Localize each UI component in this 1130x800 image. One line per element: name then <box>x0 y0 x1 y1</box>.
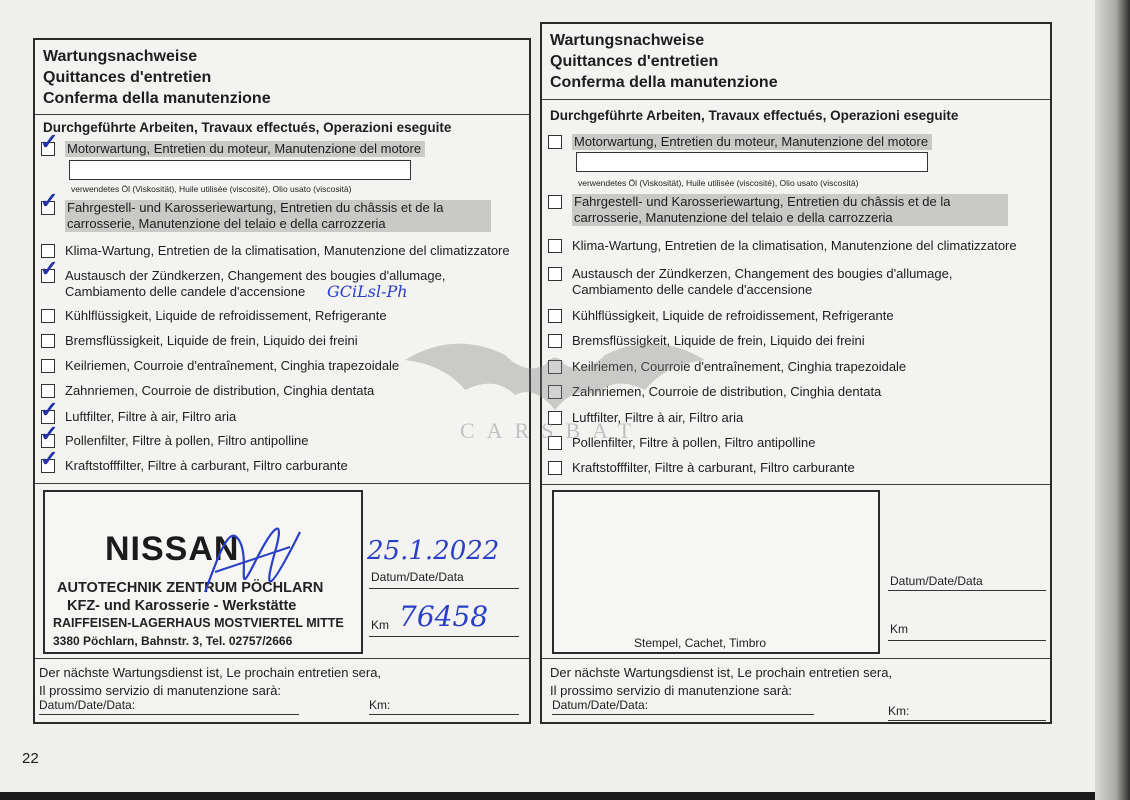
checkbox[interactable] <box>41 334 55 348</box>
checkbox[interactable] <box>548 267 562 281</box>
title-de: Wartungsnachweise <box>550 32 705 49</box>
next-service-line: Der nächste Wartungsdienst ist, Le prochain entretien sera, <box>550 665 893 680</box>
item-label: Klima-Wartung, Entretien de la climatisation, Manutenzione del climatizzatore <box>65 243 510 258</box>
page-edge-shadow <box>1095 0 1130 800</box>
next-date-line <box>552 714 814 715</box>
next-date-line <box>39 714 299 715</box>
item-label: Kühlflüssigkeit, Liquide de refroidissement, Refrigerante <box>572 308 894 323</box>
item-label: Kühlflüssigkeit, Liquide de refroidissement, Refrigerante <box>65 308 387 323</box>
next-date-label: Datum/Date/Data: <box>552 698 649 712</box>
divider <box>35 658 529 659</box>
km-line <box>369 636 519 637</box>
oil-caption: verwendetes Öl (Viskosität), Huile utilisée (viscosité), Olio usato (viscosità) <box>71 184 352 194</box>
date-label: Datum/Date/Data <box>890 574 983 588</box>
record-title <box>550 30 778 93</box>
title-de: Wartungsnachweise <box>43 48 198 65</box>
checkbox[interactable] <box>41 269 55 283</box>
stamp-area <box>552 490 880 654</box>
next-service-line: Il prossimo servizio di manutenzione sarà: <box>39 683 282 698</box>
checkbox[interactable] <box>548 195 562 209</box>
date-line <box>369 588 519 589</box>
checkbox[interactable] <box>41 459 55 473</box>
item-pollen-filter[interactable] <box>41 433 525 449</box>
item-label: Keilriemen, Courroie d'entraînement, Cinghia trapezoidale <box>65 358 400 373</box>
stamp-placeholder: Stempel, Cachet, Timbro <box>634 636 767 650</box>
divider <box>35 114 529 115</box>
checkbox[interactable] <box>41 201 55 215</box>
item-spark-plugs[interactable] <box>41 268 525 300</box>
next-km-line <box>888 720 1046 721</box>
item-label: Austausch der Zündkerzen, Changement des bougies d'allumage, Cambiamento delle candele d'accensione <box>572 266 953 297</box>
oil-field[interactable] <box>576 152 928 172</box>
km-label: Km <box>371 618 389 632</box>
item-label: Pollenfilter, Filtre à pollen, Filtro antipolline <box>65 433 309 448</box>
watermark-text: CARSBAT <box>460 418 644 443</box>
oil-field[interactable] <box>69 160 411 180</box>
next-km-label: Km: <box>888 704 910 718</box>
item-coolant[interactable] <box>41 308 525 324</box>
item-label: Kraftstofffilter, Filtre à carburant, Filtro carburante <box>572 460 855 475</box>
spark-plug-note: GCiLsl-Ph <box>327 282 408 301</box>
divider <box>542 658 1050 659</box>
item-label: Fahrgestell- und Karosseriewartung, Entretien du châssis et de la carrosserie, Manutenzione del telaio e della carrozzeria <box>65 200 491 232</box>
works-heading: Durchgeführte Arbeiten, Travaux effectués, Operazioni eseguite <box>550 108 959 123</box>
km-label: Km <box>890 622 908 636</box>
next-service-line: Der nächste Wartungsdienst ist, Le prochain entretien sera, <box>39 665 382 680</box>
divider <box>542 99 1050 100</box>
checkbox[interactable] <box>548 461 562 475</box>
stamp-line: KFZ- und Karosserie - Werkstätte <box>67 598 297 614</box>
item-label: Klima-Wartung, Entretien de la climatisation, Manutenzione del climatizzatore <box>572 238 1017 253</box>
item-label: Keilriemen, Courroie d'entraînement, Cinghia trapezoidale <box>572 359 907 374</box>
checkbox[interactable] <box>41 359 55 373</box>
stamp-line: 3380 Pöchlarn, Bahnstr. 3, Tel. 02757/2666 <box>53 634 293 648</box>
date-line <box>888 590 1046 591</box>
item-label: Pollenfilter, Filtre à pollen, Filtro antipolline <box>572 435 816 450</box>
record-title <box>43 46 271 109</box>
checkbox[interactable] <box>41 384 55 398</box>
item-chassis[interactable] <box>41 200 525 232</box>
page-number: 22 <box>22 750 39 767</box>
checkbox[interactable] <box>41 142 55 156</box>
next-service-text <box>550 664 892 700</box>
checkbox[interactable] <box>548 239 562 253</box>
item-label: Zahnriemen, Courroie de distribution, Cinghia dentata <box>572 384 882 399</box>
nissan-logo: NISSAN <box>105 530 240 568</box>
divider <box>542 484 1050 485</box>
item-label: Bremsflüssigkeit, Liquide de frein, Liquido dei freini <box>65 333 358 348</box>
km-line <box>888 640 1046 641</box>
next-date-label: Datum/Date/Data: <box>39 698 136 712</box>
checkbox[interactable] <box>548 135 562 149</box>
item-label: Austausch der Zündkerzen, Changement des bougies d'allumage, Cambiamento delle candele d'accensione <box>65 268 446 299</box>
item-fuel-filter[interactable] <box>41 458 525 474</box>
date-value: 25.1.2022 <box>367 536 500 566</box>
title-fr: Quittances d'entretien <box>43 69 212 86</box>
item-aircon[interactable] <box>41 243 525 259</box>
checkbox[interactable] <box>41 309 55 323</box>
oil-caption: verwendetes Öl (Viskosität), Huile utilisée (viscosité), Olio usato (viscosità) <box>578 178 859 188</box>
item-fuel-filter[interactable] <box>548 460 1046 476</box>
item-label: Zahnriemen, Courroie de distribution, Cinghia dentata <box>65 383 375 398</box>
stamp-line: AUTOTECHNIK ZENTRUM PÖCHLARN <box>57 580 324 596</box>
signature <box>195 512 305 612</box>
stamp-area <box>43 490 363 654</box>
works-heading: Durchgeführte Arbeiten, Travaux effectués, Operazioni eseguite <box>43 120 452 135</box>
item-label: Fahrgestell- und Karosseriewartung, Entretien du châssis et de la carrosserie, Manutenzione del telaio e della carrozzeria <box>572 194 1008 226</box>
item-coolant[interactable] <box>548 308 1046 324</box>
next-service-text <box>39 664 381 700</box>
item-label: Kraftstofffilter, Filtre à carburant, Filtro carburante <box>65 458 348 473</box>
next-service-line: Il prossimo servizio di manutenzione sarà: <box>550 683 793 698</box>
item-label: Motorwartung, Entretien du moteur, Manutenzione del motore <box>572 134 932 150</box>
next-km-label: Km: <box>369 698 391 712</box>
item-spark-plugs[interactable] <box>548 266 1046 298</box>
next-km-line <box>369 714 519 715</box>
item-chassis[interactable] <box>548 194 1046 226</box>
checkbox[interactable] <box>548 309 562 323</box>
item-label: Bremsflüssigkeit, Liquide de frein, Liquido dei freini <box>572 333 865 348</box>
item-label: Luftfilter, Filtre à air, Filtro aria <box>65 409 237 424</box>
title-it: Conferma della manutenzione <box>43 90 271 107</box>
item-label: Luftfilter, Filtre à air, Filtro aria <box>572 410 744 425</box>
stamp-line: RAIFFEISEN-LAGERHAUS MOSTVIERTEL MITTE <box>53 616 344 630</box>
date-label: Datum/Date/Data <box>371 570 464 584</box>
item-label: Motorwartung, Entretien du moteur, Manutenzione del motore <box>65 141 425 157</box>
km-value: 76458 <box>399 600 489 633</box>
watermark-bat-icon <box>395 330 715 420</box>
item-engine[interactable] <box>548 134 1046 150</box>
title-fr: Quittances d'entretien <box>550 53 719 70</box>
item-engine[interactable] <box>41 141 525 157</box>
divider <box>35 483 529 484</box>
title-it: Conferma della manutenzione <box>550 74 778 91</box>
item-aircon[interactable] <box>548 238 1046 254</box>
